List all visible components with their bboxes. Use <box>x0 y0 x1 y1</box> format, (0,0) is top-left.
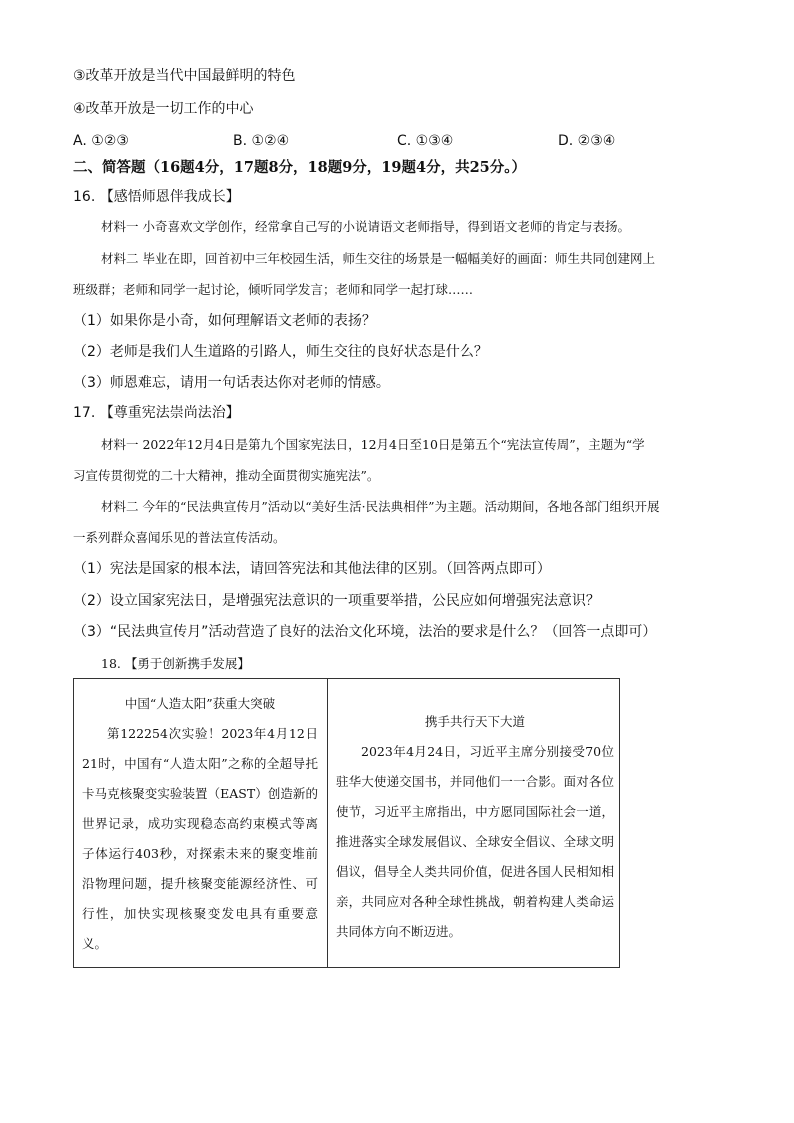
q18-left-body: 第122254次实验！2023年4月12日21时，中国有“人造太阳”之称的全超导托卡马克核聚变实验装置（EAST）创造新的世界记录，成功实现稳态高约束模式等离子体运行403秒，对探索未来的聚变堆前沿物理问题，提升核聚变能源经济性、可行性，加快实现核聚变发电具有重要意义。 <box>82 726 318 951</box>
q18-title: 18. 【勇于创新携手发展】 <box>101 656 250 671</box>
q17-material-1-line-1: 材料一 2022年12月4日是第九个国家宪法日，12月4日至10日是第五个“宪法宣传周”，主题为“学 <box>101 437 645 452</box>
q17-material-2-line-1: 材料二 今年的“民法典宣传月”活动以“美好生活·民法典相伴”为主题。活动期间，各地各部门组织开展 <box>101 499 660 514</box>
choice-item-3: ③改革开放是当代中国最鲜明的特色 <box>73 68 296 84</box>
option-b: B. ①②④ <box>233 133 290 149</box>
q18-right-title: 携手共行天下大道 <box>424 714 525 729</box>
q17-material-2-line-2: 一系列群众喜闻乐见的普法宣传活动。 <box>73 530 286 545</box>
option-c: C. ①③④ <box>397 133 454 149</box>
section-title: 二、简答题（16题4分，17题8分，18题9分，19题4分，共25分。） <box>73 159 526 176</box>
q16-sub-1: （1）如果你是小奇，如何理解语文老师的表扬？ <box>73 313 376 329</box>
q17-material-1-line-2: 习宣传贯彻党的二十大精神，推动全面贯彻实施宪法”。 <box>73 468 380 483</box>
q18-material-table <box>73 678 620 968</box>
q16-title: 16. 【感悟师恩伴我成长】 <box>73 189 240 205</box>
option-a: A. ①②③ <box>73 133 129 149</box>
q17-sub-3: （3）“民法典宣传月”活动营造了良好的法治文化环境，法治的要求是什么？（回答一点即可） <box>73 624 657 640</box>
choice-item-4: ④改革开放是一切工作的中心 <box>73 101 254 117</box>
q17-sub-1: （1）宪法是国家的根本法，请回答宪法和其他法律的区别。（回答两点即可） <box>73 561 551 577</box>
q16-material-2-line-1: 材料二 毕业在即，回首初中三年校园生活，师生交往的场景是一幅幅美好的画面：师生共同创建网上 <box>101 251 655 266</box>
q16-material-1: 材料一 小奇喜欢文学创作，经常拿自己写的小说请语文老师指导，得到语文老师的肯定与表扬。 <box>101 219 630 234</box>
q16-material-2-line-2: 班级群；老师和同学一起讨论，倾听同学发言；老师和同学一起打球…… <box>73 282 474 297</box>
q17-sub-2: （2）设立国家宪法日，是增强宪法意识的一项重要举措，公民应如何增强宪法意识？ <box>73 593 600 609</box>
option-d: D. ②③④ <box>558 133 616 149</box>
q18-right-body: 2023年4月24日，习近平主席分别接受70位驻华大使递交国书，并同他们一一合影。面对各位使节，习近平主席指出，中方愿同国际社会一道，推进落实全球发展倡议、全球安全倡议、全球文明倡议，倡导全人类共同价值，促进各国人民相知相亲，共同应对各种全球性挑战，朝着构建人类命运共同体方向不断迈进。 <box>336 744 614 939</box>
table-divider <box>327 679 328 967</box>
q16-sub-3: （3）师恩难忘，请用一句话表达你对老师的情感。 <box>73 375 390 391</box>
q18-right-column <box>336 707 614 947</box>
q16-sub-2: （2）老师是我们人生道路的引路人，师生交往的良好状态是什么？ <box>73 344 488 360</box>
q18-left-title: 中国“人造太阳”获重大突破 <box>124 696 276 711</box>
q17-title: 17. 【尊重宪法崇尚法治】 <box>73 405 240 421</box>
q18-left-column <box>82 689 318 959</box>
